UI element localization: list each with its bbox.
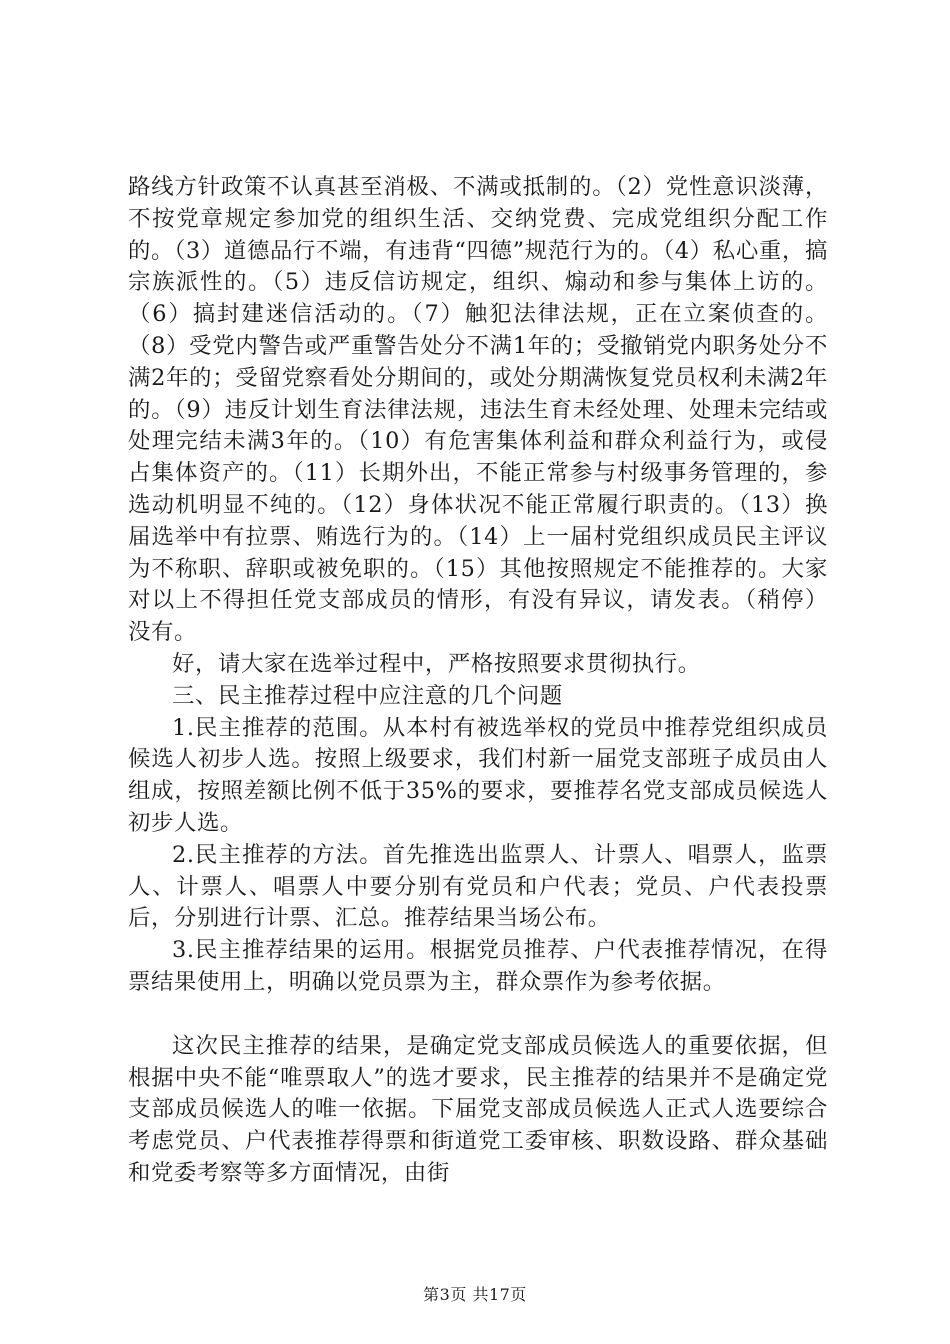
section-heading: 三、民主推荐过程中应注意的几个问题 bbox=[172, 682, 563, 709]
paragraph-spacer bbox=[128, 999, 828, 1031]
document-body bbox=[128, 172, 828, 1190]
paragraph-result-usage: 3.民主推荐结果的运用。根据党员推荐、户代表推荐情况，在得票结果使用上，明确以党员票为主，群众票作为参考依据。 bbox=[128, 937, 828, 995]
paragraph-instruction: 好，请大家在选举过程中，严格按照要求贯彻执行。 bbox=[172, 650, 701, 677]
page-number-footer: 第3页 共17页 bbox=[423, 1285, 527, 1304]
paragraph-conclusion: 这次民主推荐的结果，是确定党支部成员候选人的重要依据，但根据中央不能“唯票取人”的选才要求，民主推荐的结果并不是确定党支部成员候选人的唯一依据。下届党支部成员候选人正式人选要综合考虑党员、户代表推荐得票和街道党工委审核、职数设路、群众基础和党委考察等多方面情况，由街 bbox=[128, 1032, 828, 1186]
paragraph-scope: 1.民主推荐的范围。从本村有被选举权的党员中推荐党组织成员候选人初步人选。按照上级要求，我们村新一届党支部班子成员由人组成，按照差额比例不低于35%的要求，要推荐名党支部成员候选人初步人选。 bbox=[128, 714, 828, 836]
paragraph-method: 2.民主推荐的方法。首先推选出监票人、计票人、唱票人，监票人、计票人、唱票人中要分别有党员和户代表；党员、户代表投票后，分别进行计票、汇总。推荐结果当场公布。 bbox=[128, 841, 828, 932]
paragraph-disqualifications: 路线方针政策不认真甚至消极、不满或抵制的。（2）党性意识淡薄，不按党章规定参加党的组织生活、交纳党费、完成党组织分配工作的。（3）道德品行不端，有违背“四德”规范行为的。（4）私心重，搞宗族派性的。（5）违反信访规定，组织、煽动和参与集体上访的。（6）搞封建迷信活动的。（7）触犯法律法规，正在立案侦查的。（8）受党内警告或严重警告处分不满1年的；受撤销党内职务处分不满2年的；受留党察看处分期间的，或处分期满恢复党员权利未满2年的。（9）违反计划生育法律法规，违法生育未经处理、处理未完结或处理完结未满3年的。（10）有危害集体利益和群众利益行为，或侵占集体资产的。（11）长期外出，不能正常参与村级事务管理的，参选动机明显不纯的。（12）身体状况不能正常履行职责的。（13）换届选举中有拉票、贿选行为的。（14）上一届村党组织成员民主评议为不称职、辞职或被免职的。（15）其他按照规定不能推荐的。大家对以上不得担任党支部成员的情形，有没有异议，请发表。（稍停）没有。 bbox=[128, 174, 828, 646]
